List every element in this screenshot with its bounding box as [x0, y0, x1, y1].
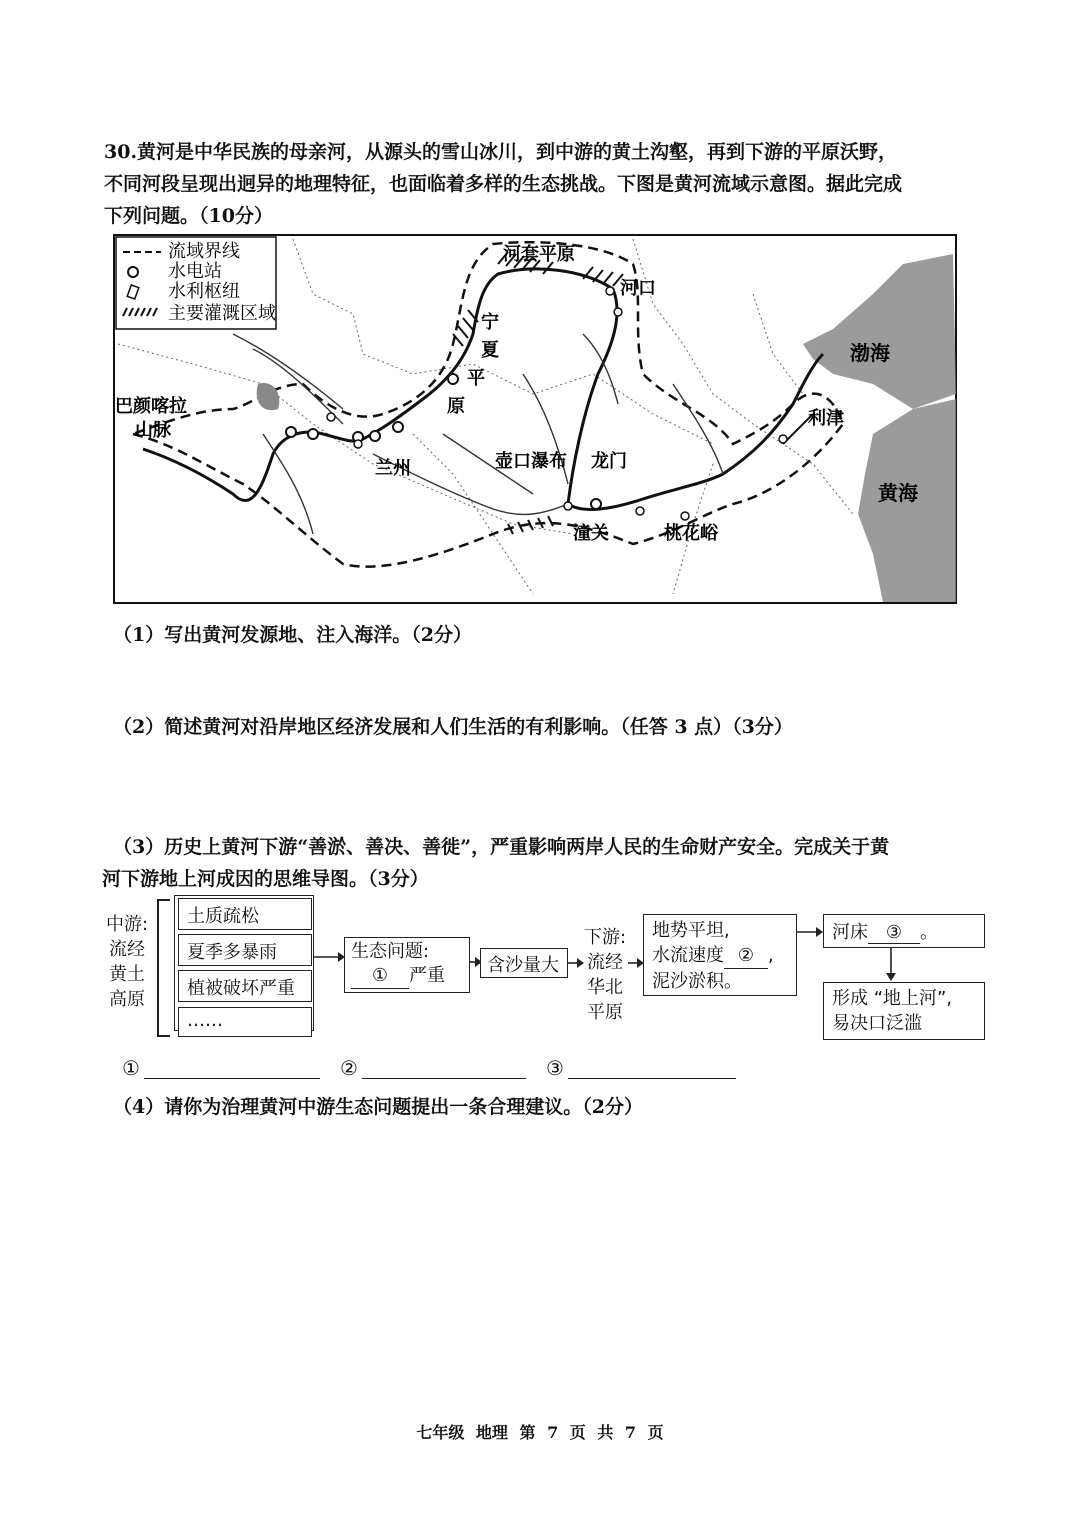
- label-ningxia-4: 原: [447, 396, 465, 417]
- arrow-to-eco: [314, 950, 346, 964]
- label-ningxia-1: 宁: [481, 312, 499, 333]
- sediment-box: 含沙量大: [480, 948, 568, 978]
- result-line-1: 形成 “地上河”,: [832, 988, 953, 1009]
- label-bayan-1: 巴颜喀拉: [115, 396, 187, 417]
- label-ningxia-3: 平: [467, 368, 485, 389]
- label-hukou: 壶口瀑布: [495, 451, 567, 472]
- legend-irrigation: 主要灌溉区域: [168, 303, 276, 324]
- legend-boundary: 流域界线: [168, 241, 240, 262]
- result-line-2: 易决口泛滥: [832, 1013, 922, 1034]
- answer-line-3[interactable]: [568, 1078, 736, 1079]
- cause-etc: ……: [178, 1007, 312, 1037]
- blank-2: ②: [724, 943, 768, 969]
- question-1: （1）写出黄河发源地、注入海洋。（2分）: [113, 624, 472, 646]
- eco-problem-box: [344, 937, 470, 993]
- eco-problem-line: ① 严重: [351, 964, 463, 989]
- cause-vegetation-damage: 植被破坏严重: [178, 970, 312, 1002]
- question-intro: [104, 136, 964, 232]
- label-lanzhou: 兰州: [375, 458, 411, 479]
- answer-label-3: ③: [546, 1056, 564, 1080]
- label-ningxia-2: 夏: [481, 340, 499, 361]
- cause-summer-rainstorm: 夏季多暴雨: [178, 934, 312, 966]
- legend-hub: 水利枢纽: [168, 281, 240, 302]
- page-footer: 七年级 地理 第 7 页 共 7 页: [416, 1423, 664, 1442]
- terrain-line-2: 水流速度 ② ,: [652, 943, 788, 969]
- label-longmen: 龙门: [591, 451, 627, 472]
- question-line-3: 下列问题。（10分）: [104, 205, 273, 227]
- riverbed-box: 河床 ③ 。: [823, 914, 985, 948]
- question-3-line-2: 河下游地上河成因的思维导图。（3分）: [102, 868, 429, 890]
- label-huanghai: 黄海: [878, 481, 918, 505]
- label-bohai: 渤海: [850, 341, 890, 365]
- terrain-box: [643, 914, 797, 996]
- question-4: （4）请你为治理黄河中游生态问题提出一条合理建议。（2分）: [113, 1096, 643, 1118]
- answer-line-1[interactable]: [144, 1078, 320, 1079]
- middle-reaches-label: 中游: 流经 黄土 高原: [105, 914, 149, 1010]
- label-tongguan: 潼关: [573, 523, 609, 544]
- left-brace: [152, 898, 174, 1038]
- label-hekou: 河口: [620, 278, 656, 299]
- lower-reaches-label: 下游: 流经 华北 平原: [583, 927, 627, 1023]
- label-bayan-2: 山脉: [135, 420, 171, 441]
- hydropower-icon: [128, 267, 138, 277]
- arrow-to-riverbed: [797, 925, 823, 939]
- answer-label-2: ②: [340, 1056, 358, 1080]
- question-line-1: 30.黄河是中华民族的母亲河，从源头的雪山冰川，到中游的黄土沟壑，再到下游的平原沃野，: [104, 141, 898, 163]
- arrow-to-terrain: [628, 956, 644, 970]
- label-taohuayu: 桃花峪: [664, 523, 718, 544]
- blank-1: ①: [351, 964, 409, 989]
- question-3-line-1: （3）历史上黄河下游“善淤、善决、善徙”，严重影响两岸人民的生命财产安全。完成关于黄: [113, 836, 890, 858]
- yellow-river-map: [113, 234, 957, 604]
- terrain-line-1: 地势平坦,: [652, 920, 730, 941]
- legend-hydropower: 水电站: [168, 261, 222, 282]
- question-line-2: 不同河段呈现出迥异的地理特征，也面临着多样的生态挑战。下图是黄河流域示意图。据此完成: [104, 173, 903, 195]
- answer-label-1: ①: [122, 1056, 140, 1080]
- arrow-down-to-result: [884, 948, 898, 982]
- eco-problem-title: 生态问题:: [351, 941, 430, 962]
- cause-loose-soil: 土质疏松: [178, 898, 312, 930]
- question-2: （2）简述黄河对沿岸地区经济发展和人们生活的有利影响。（任答 3 点）（3分）: [113, 716, 793, 738]
- terrain-line-3: 泥沙淤积。: [652, 971, 742, 992]
- blank-3: ③: [868, 922, 920, 944]
- result-box: [823, 982, 985, 1040]
- answer-line-2[interactable]: [362, 1078, 526, 1079]
- label-hetao: 河套平原: [503, 244, 575, 265]
- label-lijin: 利津: [808, 408, 844, 429]
